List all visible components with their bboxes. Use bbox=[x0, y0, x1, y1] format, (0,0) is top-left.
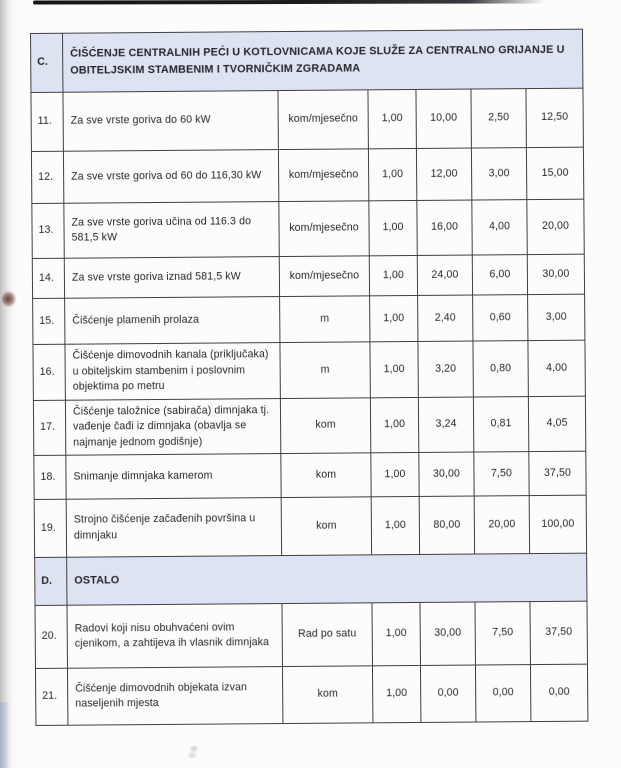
row-unit: kom/mjesečno bbox=[278, 149, 368, 202]
table-row bbox=[35, 664, 587, 725]
table-row bbox=[32, 199, 584, 258]
row-value: 0,00 bbox=[420, 665, 475, 722]
row-number: 16. bbox=[33, 344, 65, 400]
row-unit: kom/mjesečno bbox=[279, 201, 369, 257]
row-value: 0,80 bbox=[473, 341, 528, 397]
row-value: 0,00 bbox=[530, 664, 587, 721]
scan-left-edge-shadow bbox=[0, 0, 18, 768]
row-description: Za sve vrste goriva učina od 116.3 do 581,5 kW bbox=[64, 202, 279, 259]
row-value: 4,00 bbox=[528, 340, 585, 396]
row-number: 14. bbox=[32, 258, 64, 298]
row-value: 3,20 bbox=[418, 341, 473, 397]
row-value: 0,00 bbox=[475, 665, 530, 722]
row-unit: Rad po satu bbox=[282, 603, 372, 667]
row-value: 30,00 bbox=[420, 602, 475, 665]
row-value: 12,00 bbox=[416, 148, 471, 200]
row-description: Snimanje dimnjaka kamerom bbox=[66, 454, 281, 500]
row-value: 1,00 bbox=[370, 397, 418, 452]
row-number: 13. bbox=[32, 203, 64, 258]
row-value: 0,60 bbox=[473, 295, 528, 341]
table-row bbox=[34, 451, 586, 499]
row-description: Čišćenje dimovodnih kanala (priključaka) u obiteljskim stambenim i poslovnim objektima po metru bbox=[65, 343, 280, 401]
row-value: 37,50 bbox=[529, 451, 586, 495]
row-description: Čišćenje dimovodnih objekata izvan naseljenih mjesta bbox=[67, 667, 282, 726]
row-number: 19. bbox=[34, 499, 66, 557]
row-number: 11. bbox=[31, 92, 63, 151]
row-unit: kom bbox=[280, 398, 370, 454]
row-unit: kom bbox=[282, 666, 372, 724]
scan-speck-mark bbox=[188, 746, 198, 758]
row-unit: kom/mjesečno bbox=[278, 90, 368, 150]
row-value: 3,00 bbox=[528, 294, 585, 340]
row-description: Za sve vrste goriva od 60 do 116,30 kW bbox=[63, 150, 278, 204]
row-value: 6,00 bbox=[472, 255, 527, 295]
row-value: 24,00 bbox=[417, 255, 472, 295]
row-value: 0,81 bbox=[473, 397, 528, 452]
row-value: 7,50 bbox=[475, 602, 530, 665]
row-value: 1,00 bbox=[371, 452, 419, 496]
row-value: 3,00 bbox=[471, 148, 526, 200]
price-table-body bbox=[31, 29, 588, 725]
row-number: 20. bbox=[35, 605, 67, 668]
row-number: 15. bbox=[33, 298, 65, 344]
table-row bbox=[31, 88, 583, 151]
row-description: Za sve vrste goriva do 60 kW bbox=[63, 91, 278, 152]
table-row bbox=[33, 340, 585, 400]
row-value: 3,24 bbox=[418, 397, 473, 452]
row-value: 80,00 bbox=[419, 496, 474, 554]
row-description: Za sve vrste goriva iznad 581,5 kW bbox=[64, 257, 279, 299]
row-value: 10,00 bbox=[416, 89, 471, 148]
row-number: 12. bbox=[31, 151, 63, 203]
row-unit: kom bbox=[281, 453, 371, 498]
row-value: 1,00 bbox=[368, 89, 416, 148]
row-value: 30,00 bbox=[419, 452, 474, 496]
row-value: 16,00 bbox=[417, 200, 472, 255]
row-value: 20,00 bbox=[527, 199, 584, 254]
section-header-row bbox=[31, 29, 583, 92]
table-row bbox=[31, 147, 583, 203]
table-row bbox=[32, 254, 584, 298]
row-value: 2,50 bbox=[471, 89, 526, 148]
table-row bbox=[35, 601, 587, 668]
row-description: Čišćenje plamenih prolaza bbox=[65, 297, 280, 345]
row-value: 1,00 bbox=[370, 341, 418, 397]
row-number: 21. bbox=[35, 668, 67, 725]
row-value: 4,00 bbox=[472, 200, 527, 255]
scan-top-edge-line bbox=[33, 0, 545, 5]
section-id: C. bbox=[31, 33, 63, 92]
row-unit: kom/mjesečno bbox=[279, 256, 369, 297]
row-value: 1,00 bbox=[370, 295, 418, 341]
row-value: 15,00 bbox=[526, 147, 583, 199]
row-value: 37,50 bbox=[530, 601, 587, 664]
price-list-table bbox=[30, 29, 588, 726]
row-value: 12,50 bbox=[526, 88, 583, 147]
scan-left-edge-blue-strip bbox=[0, 702, 10, 768]
row-value: 1,00 bbox=[368, 148, 416, 200]
row-number: 18. bbox=[34, 455, 66, 499]
row-value: 1,00 bbox=[369, 200, 417, 255]
table-row bbox=[33, 294, 585, 344]
row-value: 30,00 bbox=[527, 254, 584, 294]
row-value: 20,00 bbox=[474, 496, 529, 554]
section-title: ČIŠĆENJE CENTRALNIH PEĆI U KOTLOVNICAMA KOJE SLUŽE ZA CENTRALNO GRIJANJE U OBITELJSKIM STAMBENIM I TVORNIČKIM ZGRADAMA bbox=[63, 29, 583, 92]
row-unit: kom bbox=[281, 497, 371, 556]
row-unit: m bbox=[280, 296, 370, 343]
row-number: 17. bbox=[33, 400, 65, 455]
table-row bbox=[33, 396, 585, 455]
row-value: 2,40 bbox=[418, 295, 473, 341]
row-value: 100,00 bbox=[529, 495, 586, 553]
row-value: 1,00 bbox=[372, 602, 420, 665]
row-unit: m bbox=[280, 342, 370, 399]
row-description: Čišćenje taložnice (sabirača) dimnjaka tj. vađenje čađi iz dimnjaka (obavlja se najmanje jednom godišnje) bbox=[65, 399, 280, 456]
row-value: 7,50 bbox=[474, 452, 529, 496]
row-description: Strojno čišćenje začađenih površina u dimnjaku bbox=[66, 498, 281, 558]
row-value: 1,00 bbox=[369, 255, 417, 295]
section-header-row bbox=[35, 553, 587, 605]
table-row bbox=[34, 495, 586, 557]
row-value: 1,00 bbox=[371, 496, 419, 554]
row-description: Radovi koji nisu obuhvaćeni ovim cjenikom, a zahtijeva ih vlasnik dimnjaka bbox=[67, 604, 282, 669]
scan-stain-mark bbox=[2, 291, 16, 307]
section-title: OSTALO bbox=[67, 553, 587, 605]
row-value: 1,00 bbox=[372, 665, 420, 722]
section-id: D. bbox=[35, 557, 67, 605]
row-value: 4,05 bbox=[528, 396, 585, 451]
